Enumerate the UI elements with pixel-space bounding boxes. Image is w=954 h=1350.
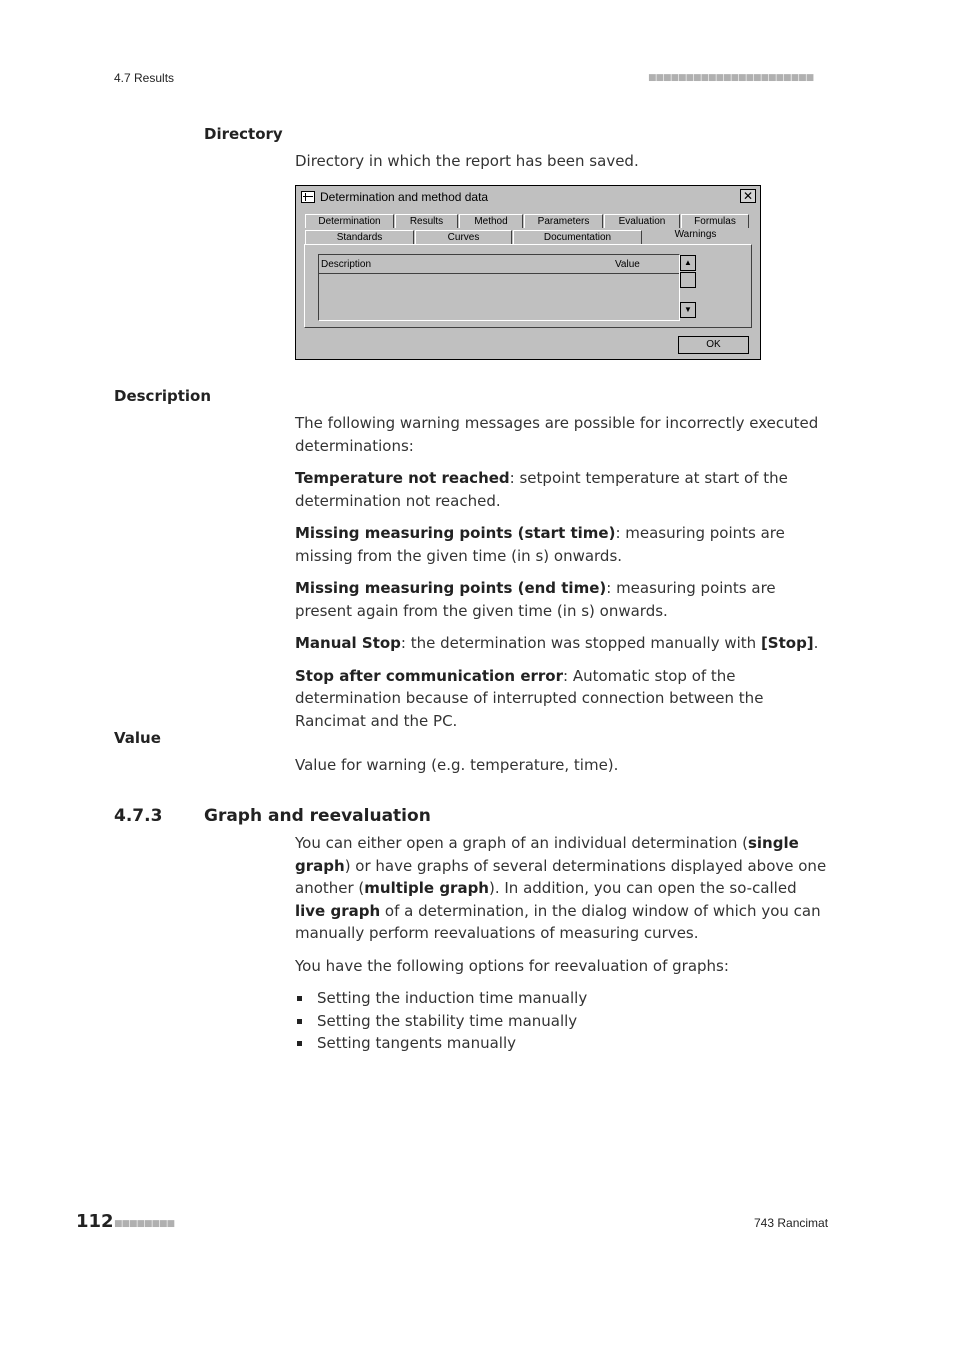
page-number: 112	[76, 1211, 114, 1232]
value-label: Value	[114, 729, 161, 747]
warning-item: Missing measuring points (end time): measuring points are present again from the given time (in s) onwards.	[295, 579, 776, 620]
section-paragraph-2: You have the following options for reevaluation of graphs:	[295, 956, 729, 975]
tab-warnings[interactable]: Warnings	[643, 228, 748, 244]
list-item: Setting the induction time manually	[295, 987, 830, 1010]
column-description[interactable]: Description	[321, 259, 372, 270]
warning-item: Manual Stop: the determination was stopped manually with [Stop].	[295, 634, 819, 652]
tab-parameters[interactable]: Parameters	[524, 214, 603, 228]
tab-results[interactable]: Results	[395, 214, 458, 228]
directory-label: Directory	[204, 125, 283, 143]
warning-item: Stop after communication error: Automatic stop of the determination because of interrupted connection between the Rancimat and the PC.	[295, 666, 764, 730]
warning-item: Missing measuring points (start time): measuring points are missing from the given time (in s) onwards.	[295, 524, 785, 565]
tab-formulas[interactable]: Formulas	[681, 214, 749, 228]
tab-evaluation[interactable]: Evaluation	[604, 214, 680, 228]
scroll-thumb[interactable]	[680, 272, 696, 288]
list-item: Setting tangents manually	[295, 1032, 830, 1055]
list-item: Setting the stability time manually	[295, 1010, 830, 1033]
section-title: Graph and reevaluation	[204, 806, 431, 826]
tab-determination[interactable]: Determination	[305, 214, 394, 228]
tab-standards[interactable]: Standards	[305, 230, 414, 244]
tab-documentation[interactable]: Documentation	[513, 230, 642, 244]
list-scrollbar[interactable]	[680, 255, 698, 320]
value-text: Value for warning (e.g. temperature, time).	[295, 756, 619, 774]
section-body	[295, 832, 830, 1055]
description-intro: The following warning messages are possible for incorrectly executed determinations:	[295, 414, 819, 455]
options-list	[295, 987, 830, 1055]
table-icon	[301, 191, 315, 203]
tab-method[interactable]: Method	[459, 214, 523, 228]
list-header	[319, 255, 679, 274]
dialog-titlebar	[296, 186, 760, 208]
product-name: 743 Rancimat	[754, 1216, 829, 1230]
directory-text: Directory in which the report has been saved.	[295, 152, 639, 170]
tab-curves[interactable]: Curves	[415, 230, 512, 244]
section-number: 4.7.3	[114, 806, 163, 826]
footer-dots: ■■■■■■■■	[114, 1219, 175, 1229]
running-header-section: 4.7 Results	[114, 71, 175, 85]
scroll-down-icon[interactable]: ▼	[680, 302, 696, 318]
dialog-title: Determination and method data	[320, 190, 489, 204]
determination-dialog	[295, 185, 761, 360]
warnings-list[interactable]	[318, 254, 680, 321]
header-dots: ■■■■■■■■■■■■■■■■■■■■■■	[648, 73, 814, 83]
column-value[interactable]: Value	[615, 259, 640, 270]
scroll-up-icon[interactable]: ▲	[680, 255, 696, 271]
warning-item: Temperature not reached: setpoint temperature at start of the determination not reached.	[295, 469, 788, 510]
ok-button[interactable]: OK	[678, 336, 749, 354]
section-paragraph: You can either open a graph of an individual determination (single graph) or have graphs of several determinations displayed above one another (multiple graph). In addition, you can open the so-called live graph of a determination, in the dialog window of which you can manually perform reevaluations of measuring curves.	[295, 834, 827, 942]
description-body	[295, 412, 830, 742]
description-label: Description	[114, 387, 212, 405]
close-icon[interactable]: ✕	[740, 189, 756, 203]
